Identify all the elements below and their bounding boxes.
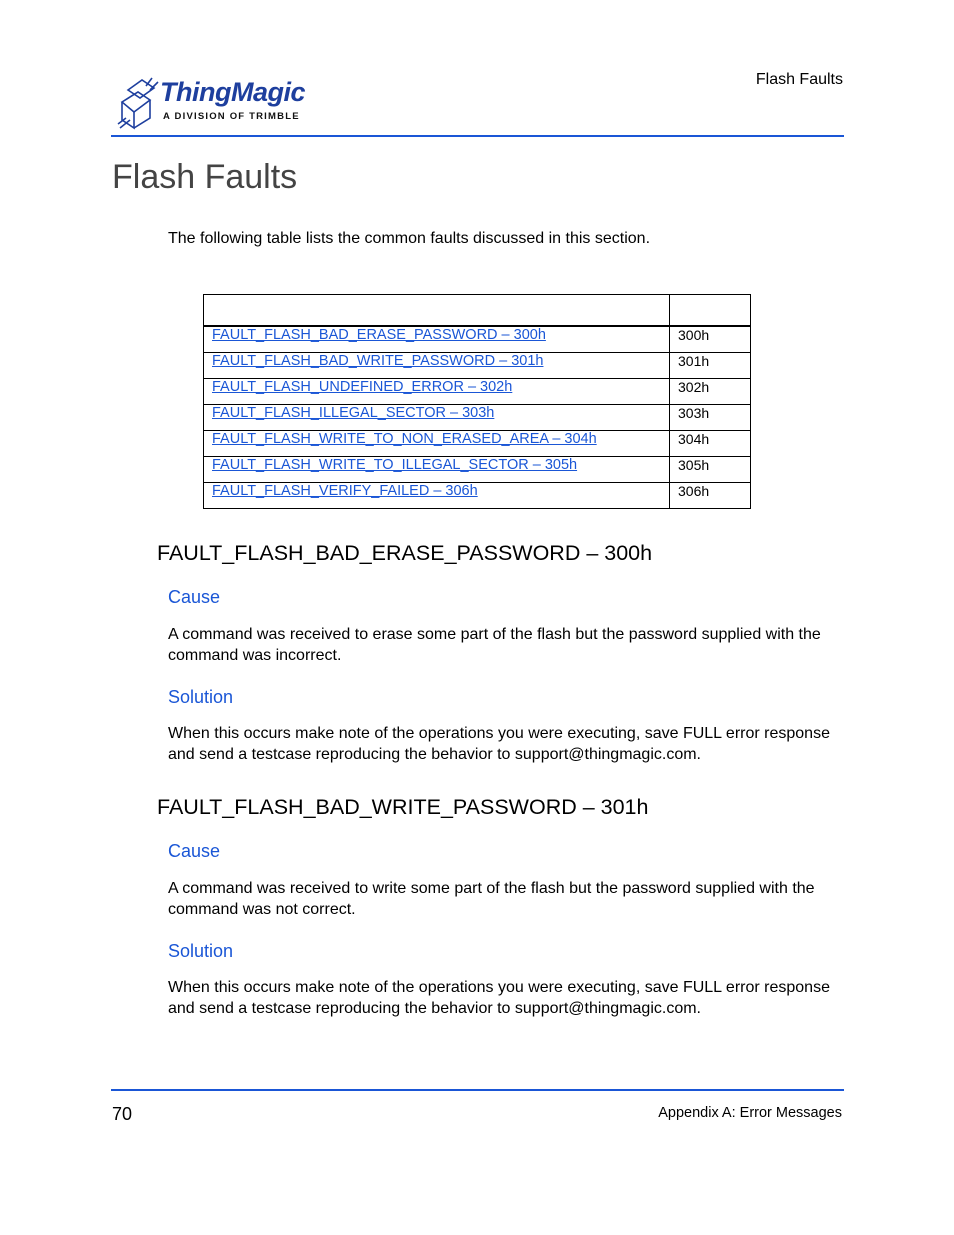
footer-divider — [111, 1089, 844, 1091]
table-row — [204, 405, 751, 431]
fault-link-303h[interactable]: FAULT_FLASH_ILLEGAL_SECTOR – 303h — [212, 405, 495, 421]
table-row — [204, 379, 751, 405]
fault-link-305h[interactable]: FAULT_FLASH_WRITE_TO_ILLEGAL_SECTOR – 305h — [212, 457, 578, 473]
table-row — [204, 483, 751, 509]
solution-text: When this occurs make note of the operations you were executing, save FULL error response and send a testcase reproducing the behavior to support@thingmagic.com. — [168, 725, 830, 763]
faults-table — [203, 294, 751, 509]
table-row — [204, 457, 751, 483]
fault-link-302h[interactable]: FAULT_FLASH_UNDEFINED_ERROR – 302h — [212, 379, 513, 395]
fault-link-306h[interactable]: FAULT_FLASH_VERIFY_FAILED – 306h — [212, 483, 478, 499]
table-header-cell — [204, 295, 670, 327]
fault-code: 306h — [670, 483, 751, 509]
fault-code: 301h — [670, 353, 751, 379]
table-row — [204, 353, 751, 379]
table-header-cell — [670, 295, 751, 327]
table-row — [204, 431, 751, 457]
logo-wordmark: ThingMagic — [160, 77, 305, 107]
cause-heading: Cause — [168, 841, 221, 861]
fault-code: 304h — [670, 431, 751, 457]
running-header-title: Flash Faults — [755, 71, 843, 88]
fault-link-300h[interactable]: FAULT_FLASH_BAD_ERASE_PASSWORD – 300h — [212, 327, 546, 343]
section-heading-300h: FAULT_FLASH_BAD_ERASE_PASSWORD – 300h — [157, 541, 653, 565]
footer-chapter-title: Appendix A: Error Messages — [658, 1105, 842, 1121]
fault-code: 300h — [670, 326, 751, 353]
cause-text: A command was received to write some part of the flash but the password supplied with the command was not correct. — [168, 880, 815, 918]
fault-link-304h[interactable]: FAULT_FLASH_WRITE_TO_NON_ERASED_AREA – 304h — [212, 431, 597, 447]
table-row — [204, 326, 751, 353]
fault-code: 305h — [670, 457, 751, 483]
page-number: 70 — [112, 1104, 133, 1124]
intro-paragraph: The following table lists the common faults discussed in this section. — [168, 230, 651, 247]
section-heading-301h: FAULT_FLASH_BAD_WRITE_PASSWORD – 301h — [157, 795, 649, 819]
solution-heading: Solution — [168, 941, 234, 961]
cause-text: A command was received to erase some part of the flash but the password supplied with the command was incorrect. — [168, 626, 821, 664]
header-divider — [111, 135, 844, 137]
page-title: Flash Faults — [112, 158, 298, 196]
logo-subtitle: A DIVISION OF TRIMBLE — [163, 111, 300, 122]
solution-text: When this occurs make note of the operations you were executing, save FULL error response and send a testcase reproducing the behavior to support@thingmagic.com. — [168, 979, 830, 1017]
fault-code: 302h — [670, 379, 751, 405]
cause-heading: Cause — [168, 587, 221, 607]
fault-link-301h[interactable]: FAULT_FLASH_BAD_WRITE_PASSWORD – 301h — [212, 353, 544, 369]
solution-heading: Solution — [168, 687, 234, 707]
table-header-row — [204, 295, 751, 327]
fault-code: 303h — [670, 405, 751, 431]
